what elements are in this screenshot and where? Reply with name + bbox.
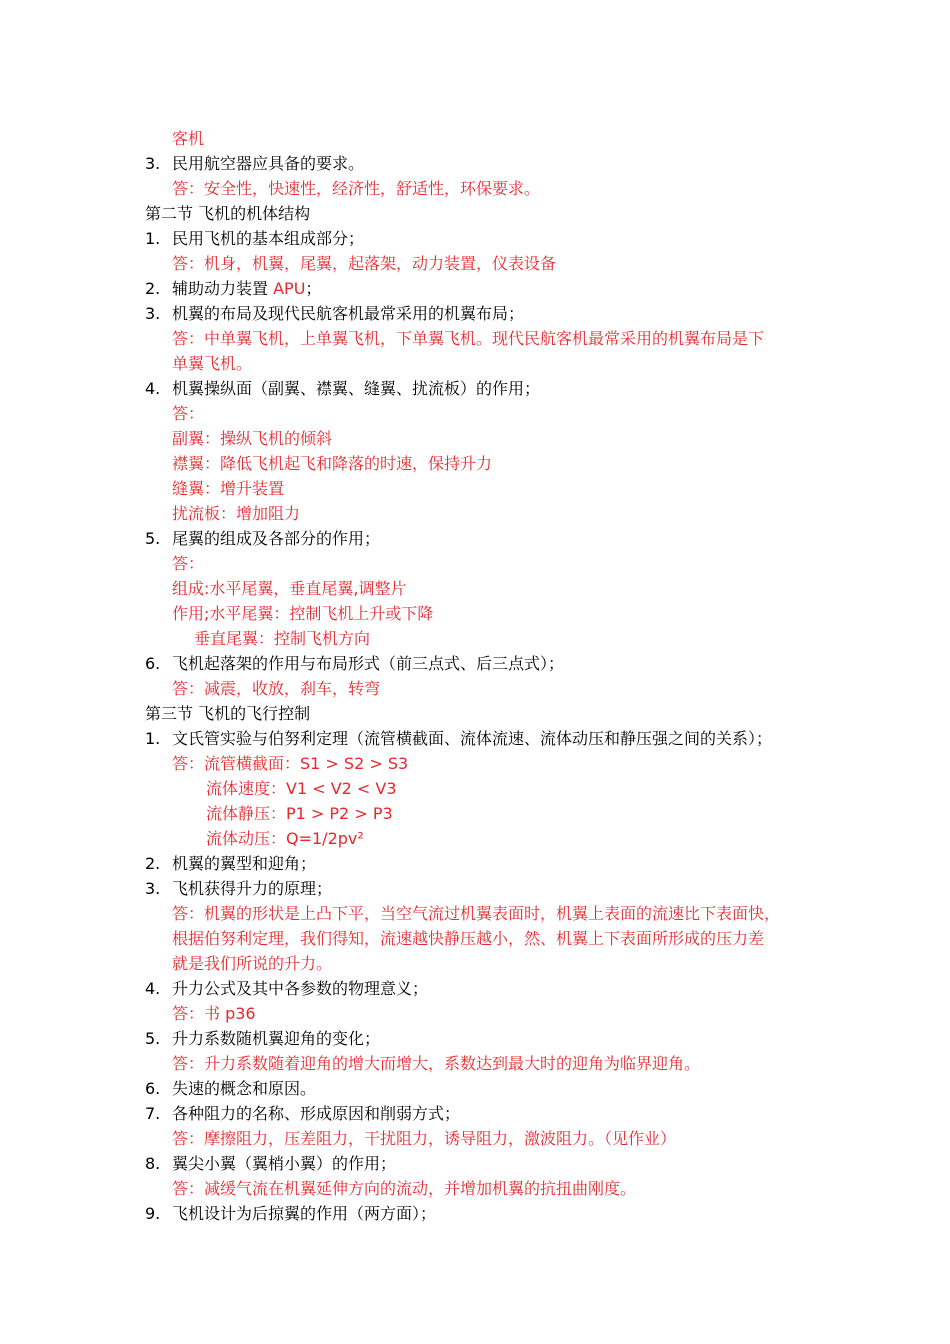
line-text: 第二节 飞机的机体结构 (145, 204, 311, 223)
answer-text (172, 1126, 676, 1151)
section-title (145, 201, 310, 226)
section-title (145, 701, 310, 726)
answer-text (172, 901, 780, 926)
line-text: 副翼：操纵飞机的倾斜 (172, 429, 333, 448)
question-text (172, 376, 540, 401)
question-text (172, 276, 321, 301)
line-text: 流体动压：Q=1/2pv² (206, 829, 364, 848)
question-item (0, 151, 950, 176)
item-number: 2. (145, 854, 161, 873)
answer-line (0, 251, 950, 276)
line-text: 机翼的布局及现代民航客机最常采用的机翼布局； (172, 304, 525, 323)
answer-line (0, 401, 950, 426)
answer-text (172, 576, 406, 601)
answer-text (194, 626, 370, 651)
question-text (172, 1151, 396, 1176)
answer-line (0, 601, 950, 626)
line-text: 飞机设计为后掠翼的作用（两方面）； (172, 1204, 437, 1223)
answer-text (172, 1051, 700, 1076)
line-text: 答： (172, 404, 205, 423)
answer-text (172, 926, 764, 951)
question-text (172, 226, 364, 251)
item-number: 1. (145, 729, 161, 748)
answer-text (172, 501, 300, 526)
answer-line (0, 451, 950, 476)
answer-line (0, 1001, 950, 1026)
item-number: 9. (145, 1204, 161, 1223)
answer-text (172, 1176, 636, 1201)
answer-line (0, 926, 950, 951)
line-text: 垂直尾翼：控制飞机方向 (194, 629, 371, 648)
answer-text (172, 251, 556, 276)
line-text: 机翼操纵面（副翼、襟翼、缝翼、扰流板）的作用； (172, 379, 541, 398)
answer-text (206, 776, 397, 801)
line-text: 升力系数随机翼迎角的变化； (172, 1029, 381, 1048)
line-text: 飞机起落架的作用与布局形式（前三点式、后三点式）； (172, 654, 565, 673)
line-text: 民用航空器应具备的要求。 (172, 154, 365, 173)
answer-line (0, 1126, 950, 1151)
question-item (0, 376, 950, 401)
line-text: 民用飞机的基本组成部分； (172, 229, 365, 248)
document-body (0, 126, 950, 1226)
answer-line (0, 826, 950, 851)
item-number: 2. (145, 279, 161, 298)
line-text: 答：减缓气流在机翼延伸方向的流动，并增加机翼的抗扭曲刚度。 (172, 1179, 637, 1198)
answer-text (172, 326, 764, 351)
item-number: 5. (145, 1029, 161, 1048)
line-text: 各种阻力的名称、形成原因和削弱方式； (172, 1104, 461, 1123)
answer-line (0, 501, 950, 526)
item-number: 6. (145, 1079, 161, 1098)
item-number: 4. (145, 379, 161, 398)
line-text: 尾翼的组成及各部分的作用； (172, 529, 381, 548)
answer-text (172, 401, 204, 426)
line-text: 翼尖小翼（翼梢小翼）的作用； (172, 1154, 397, 1173)
item-number: 3. (145, 304, 161, 323)
line-text: 辅助动力装置 (172, 279, 274, 298)
answer-line (0, 176, 950, 201)
question-text (172, 876, 332, 901)
question-text (172, 1076, 316, 1101)
answer-line (0, 901, 950, 926)
question-text (172, 1101, 460, 1126)
line-text: 答：摩擦阻力，压差阻力，干扰阻力，诱导阻力，激波阻力。（见作业） (172, 1129, 677, 1148)
question-item (0, 1026, 950, 1051)
item-number: 6. (145, 654, 161, 673)
answer-line (0, 1176, 950, 1201)
line-text: 飞机获得升力的原理； (172, 879, 333, 898)
highlight-term: APU (273, 279, 306, 298)
question-item (0, 1076, 950, 1101)
question-item (0, 1101, 950, 1126)
question-text (172, 301, 524, 326)
line-text: 答：升力系数随着迎角的增大而增大，系数达到最大时的迎角为临界迎角。 (172, 1054, 701, 1073)
question-text (172, 1201, 436, 1226)
question-item (0, 526, 950, 551)
line-text: 襟翼：降低飞机起飞和降落的时速，保持升力 (172, 454, 493, 473)
answer-text (206, 801, 393, 826)
answer-line (0, 551, 950, 576)
question-item (0, 301, 950, 326)
line-text: 机翼的翼型和迎角； (172, 854, 317, 873)
answer-text (172, 476, 284, 501)
answer-text (172, 1001, 256, 1026)
item-number: 5. (145, 529, 161, 548)
line-text: 客机 (172, 129, 205, 148)
answer-text (172, 351, 252, 376)
item-number: 3. (145, 879, 161, 898)
answer-text (206, 826, 364, 851)
answer-line (0, 576, 950, 601)
line-text: 组成:水平尾翼，垂直尾翼,调整片 (172, 579, 407, 598)
question-item (0, 1201, 950, 1226)
answer-line (0, 476, 950, 501)
question-text (172, 526, 380, 551)
answer-line (0, 626, 950, 651)
section-heading (0, 201, 950, 226)
line-text: 第三节 飞机的飞行控制 (145, 704, 311, 723)
answer-line (0, 1051, 950, 1076)
line-text: 答：书 p36 (172, 1004, 256, 1023)
line-text: 文氏管实验与伯努利定理（流管横截面、流体流速、流体动压和静压强之间的关系）； (172, 729, 773, 748)
line-text: 作用;水平尾翼：控制飞机上升或下降 (172, 604, 434, 623)
question-text (172, 1026, 380, 1051)
answer-line (0, 326, 950, 351)
item-number: 8. (145, 1154, 161, 1173)
question-item (0, 876, 950, 901)
line-text: 就是我们所说的升力。 (172, 954, 333, 973)
question-item (0, 726, 950, 751)
line-text: 流体速度：V1 < V2 < V3 (206, 779, 397, 798)
answer-line (0, 951, 950, 976)
answer-text (172, 176, 540, 201)
answer-text (172, 751, 408, 776)
answer-line (0, 801, 950, 826)
question-item (0, 226, 950, 251)
item-number: 1. (145, 229, 161, 248)
answer-line (0, 426, 950, 451)
answer-text (172, 426, 332, 451)
question-item (0, 976, 950, 1001)
line-text: 升力公式及其中各参数的物理意义； (172, 979, 429, 998)
line-text: 流体静压：P1 > P2 > P3 (206, 804, 393, 823)
answer-line (0, 676, 950, 701)
line-text: 扰流板：增加阻力 (172, 504, 301, 523)
item-number: 3. (145, 154, 161, 173)
answer-line (0, 126, 950, 151)
answer-text (172, 551, 204, 576)
answer-text (172, 676, 380, 701)
question-item (0, 1151, 950, 1176)
line-text: 答：减震，收放，刹车，转弯 (172, 679, 381, 698)
question-item (0, 276, 950, 301)
line-suffix: ； (305, 279, 322, 298)
question-text (172, 851, 316, 876)
question-text (172, 151, 364, 176)
question-text (172, 651, 564, 676)
line-text: 失速的概念和原因。 (172, 1079, 317, 1098)
answer-text (172, 951, 332, 976)
line-text: 根据伯努利定理，我们得知，流速越快静压越小，然、机翼上下表面所形成的压力差 (172, 929, 765, 948)
line-text: 缝翼：增升装置 (172, 479, 285, 498)
line-text: 答：流管横截面：S1 > S2 > S3 (172, 754, 409, 773)
answer-text (172, 601, 433, 626)
item-number: 4. (145, 979, 161, 998)
item-number: 7. (145, 1104, 161, 1123)
line-text: 答：安全性，快速性，经济性，舒适性，环保要求。 (172, 179, 541, 198)
line-text: 答：中单翼飞机，上单翼飞机，下单翼飞机。现代民航客机最常采用的机翼布局是下 (172, 329, 765, 348)
question-text (172, 976, 428, 1001)
answer-line (0, 351, 950, 376)
line-text: 答：机翼的形状是上凸下平，当空气流过机翼表面时，机翼上表面的流速比下表面快， (172, 904, 781, 923)
answer-line (0, 751, 950, 776)
line-text: 答： (172, 554, 205, 573)
answer-text (172, 126, 204, 151)
line-text: 答：机身，机翼，尾翼，起落架，动力装置，仪表设备 (172, 254, 557, 273)
answer-text (172, 451, 492, 476)
section-heading (0, 701, 950, 726)
answer-line (0, 776, 950, 801)
question-text (172, 726, 772, 751)
line-text: 单翼飞机。 (172, 354, 253, 373)
question-item (0, 651, 950, 676)
question-item (0, 851, 950, 876)
